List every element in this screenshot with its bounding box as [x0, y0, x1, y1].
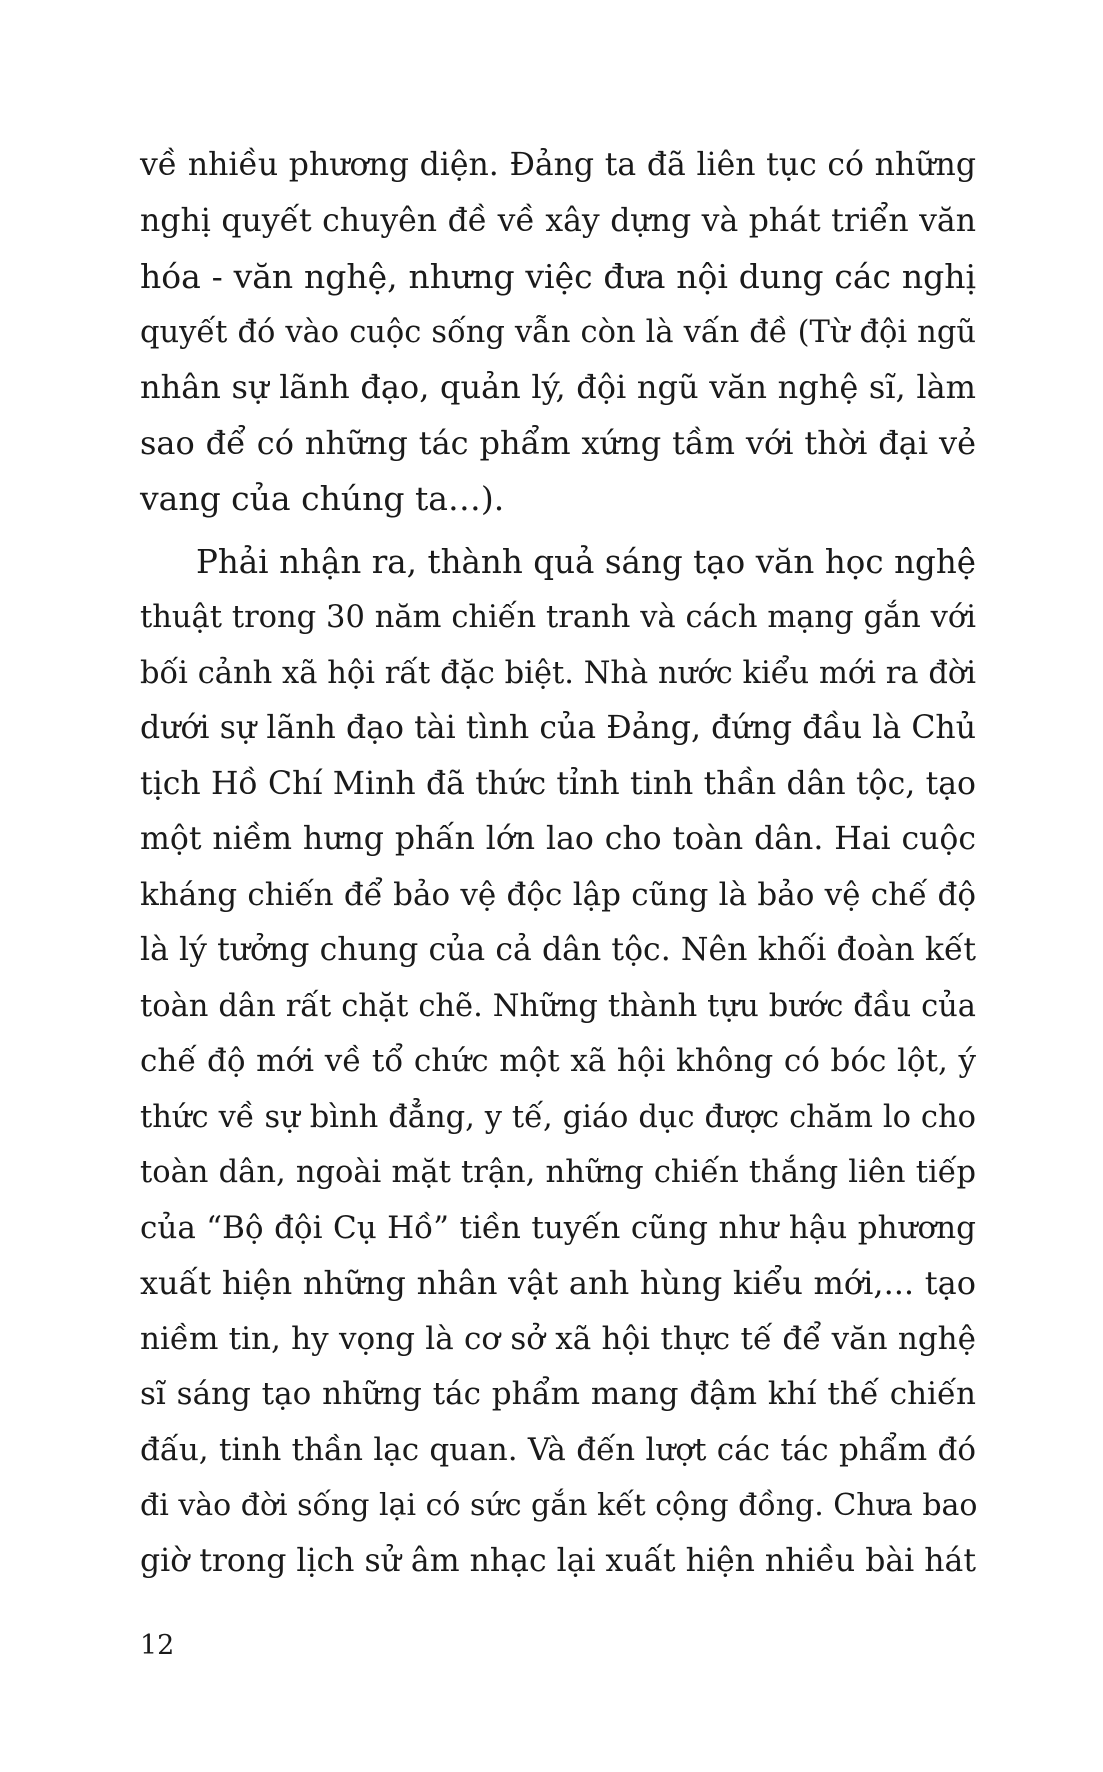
paragraph	[140, 535, 976, 1590]
text-line: kháng chiến để bảo vệ độc lập cũng là bảo vệ chế độ	[140, 876, 976, 913]
text-line: thức về sự bình đẳng, y tế, giáo dục được chăm lo cho	[140, 1099, 976, 1135]
body-text	[140, 138, 976, 1589]
text-line: sĩ sáng tạo những tác phẩm mang đậm khí thế chiến	[140, 1376, 976, 1412]
text-line: chế độ mới về tổ chức một xã hội không có bóc lột, ý	[140, 1043, 976, 1079]
paragraph-gap	[140, 527, 976, 535]
text-line: là lý tưởng chung của cả dân tộc. Nên khối đoàn kết	[140, 932, 976, 968]
text-line: sao để có những tác phẩm xứng tầm với thời đại vẻ	[140, 423, 976, 462]
text-line: toàn dân rất chặt chẽ. Những thành tựu bước đầu của	[140, 988, 976, 1024]
text-line: đi vào đời sống lại có sức gắn kết cộng đồng. Chưa bao	[140, 1488, 978, 1523]
text-line: của “Bộ đội Cụ Hồ” tiền tuyến cũng như hậu phương	[140, 1209, 976, 1246]
text-line: Phải nhận ra, thành quả sáng tạo văn học nghệ	[196, 542, 976, 581]
text-line: niềm tin, hy vọng là cơ sở xã hội thực tế để văn nghệ	[140, 1320, 976, 1357]
text-line: một niềm hưng phấn lớn lao cho toàn dân. Hai cuộc	[140, 821, 976, 857]
text-line: nghị quyết chuyên đề về xây dựng và phát triển văn	[140, 202, 976, 239]
text-line: quyết đó vào cuộc sống vẫn còn là vấn đề (Từ đội ngũ	[140, 314, 976, 350]
text-line: giờ trong lịch sử âm nhạc lại xuất hiện nhiều bài hát	[140, 1542, 976, 1579]
text-line: nhân sự lãnh đạo, quản lý, đội ngũ văn nghệ sĩ, làm	[140, 368, 976, 406]
paragraph	[140, 138, 976, 527]
text-line: dưới sự lãnh đạo tài tình của Đảng, đứng đầu là Chủ	[140, 710, 976, 746]
text-line: vang của chúng ta…).	[140, 479, 505, 518]
text-line: về nhiều phương diện. Đảng ta đã liên tục có những	[140, 147, 976, 183]
text-line: xuất hiện những nhân vật anh hùng kiểu mới,... tạo	[140, 1264, 976, 1302]
text-line: thuật trong 30 năm chiến tranh và cách mạng gắn với	[140, 600, 976, 635]
text-line: hóa - văn nghệ, nhưng việc đưa nội dung các nghị	[140, 257, 976, 296]
page-number: 12	[140, 1630, 175, 1661]
text-line: đấu, tinh thần lạc quan. Và đến lượt các tác phẩm đó	[140, 1431, 976, 1468]
text-line: bối cảnh xã hội rất đặc biệt. Nhà nước kiểu mới ra đời	[140, 655, 976, 691]
text-line: toàn dân, ngoài mặt trận, những chiến thắng liên tiếp	[140, 1155, 976, 1190]
text-line: tịch Hồ Chí Minh đã thức tỉnh tinh thần dân tộc, tạo	[140, 765, 976, 802]
